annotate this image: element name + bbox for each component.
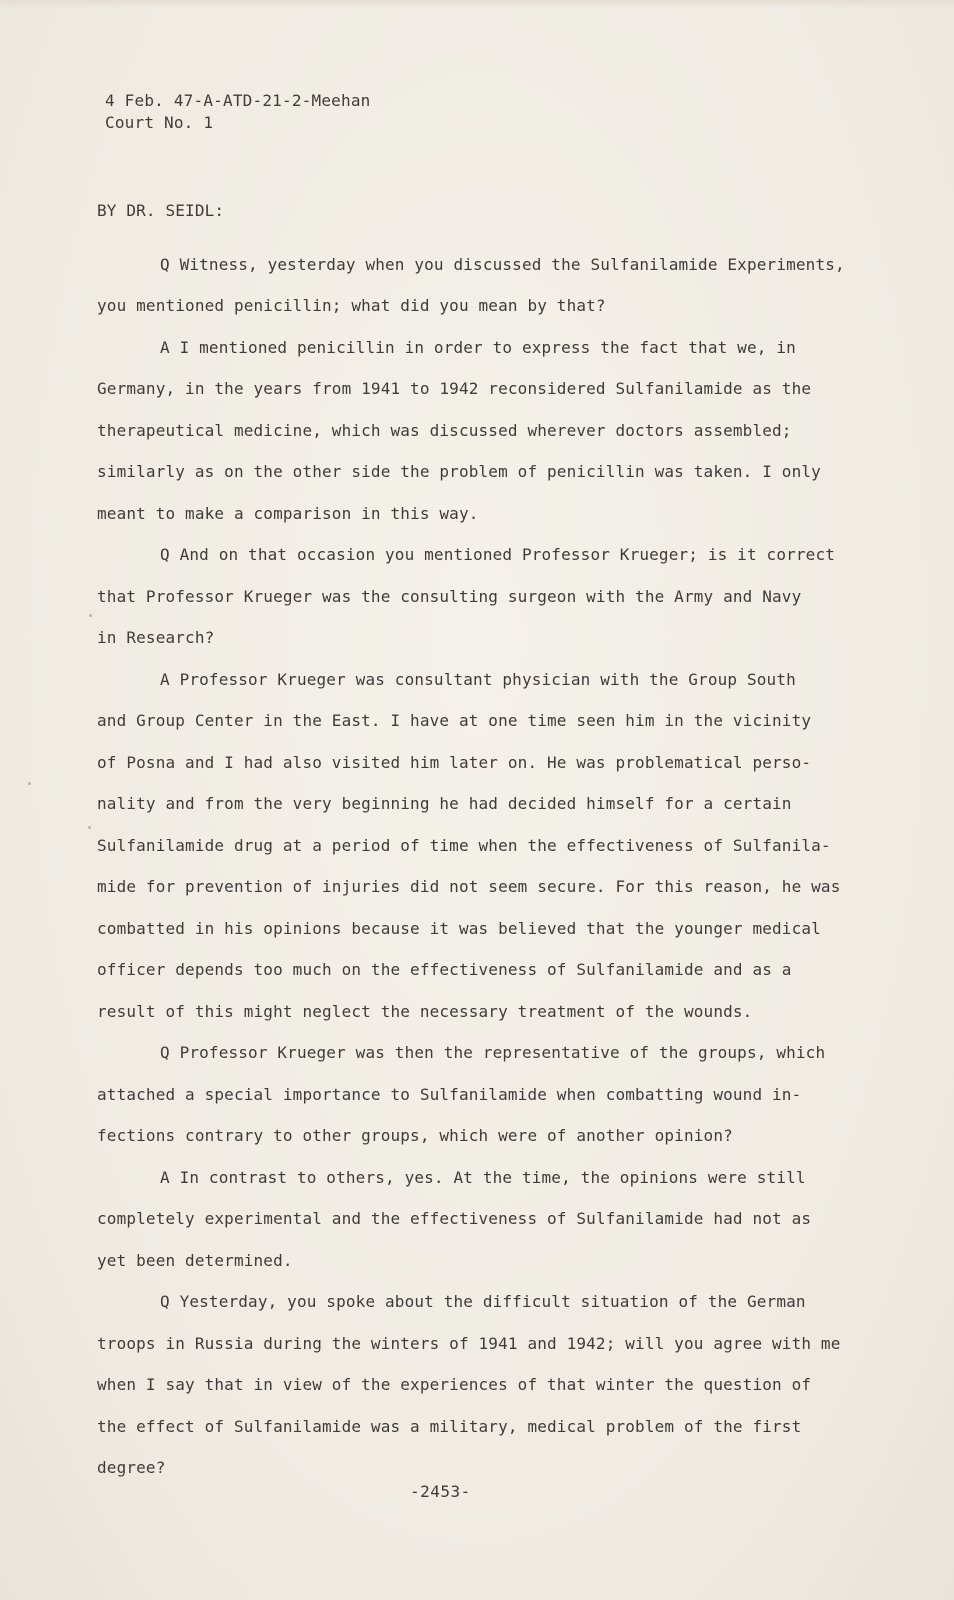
heading-gap: [97, 232, 887, 244]
transcript-line: A Professor Krueger was consultant physician with the Group South: [160, 669, 796, 689]
transcript-line: of Posna and I had also visited him later on. He was problematical perso-: [97, 752, 812, 772]
examiner-heading: BY DR. SEIDL:: [97, 201, 225, 220]
transcript-line: degree?: [97, 1458, 166, 1477]
page-top-edge: [0, 0, 954, 8]
paper-speck: [88, 826, 91, 829]
header-reference: 4 Feb. 47-A-ATD-21-2-Meehan: [105, 91, 371, 110]
transcript-line: that Professor Krueger was the consulting surgeon with the Army and Navy: [97, 586, 802, 606]
transcript-line: Q Witness, yesterday when you discussed the Sulfanilamide Experiments,: [160, 254, 845, 274]
transcript-line: troops in Russia during the winters of 1941 and 1942; will you agree with me: [97, 1333, 841, 1353]
transcript-line: Q Yesterday, you spoke about the difficult situation of the German: [160, 1292, 806, 1311]
transcript-line: yet been determined.: [97, 1250, 293, 1270]
transcript-line: in Research?: [97, 628, 215, 647]
transcript-line: meant to make a comparison in this way.: [97, 503, 479, 523]
transcript-line: Germany, in the years from 1941 to 1942 reconsidered Sulfanilamide as the: [97, 379, 812, 398]
paper-speck: [28, 782, 31, 785]
transcript-line: and Group Center in the East. I have at one time seen him in the vicinity: [97, 711, 812, 730]
page-number: -2453-: [410, 1482, 471, 1501]
transcript-line: officer depends too much on the effectiveness of Sulfanilamide and as a: [97, 960, 792, 979]
transcript-line: attached a special importance to Sulfanilamide when combatting wound in-: [97, 1084, 802, 1104]
transcript-line: you mentioned penicillin; what did you mean by that?: [97, 296, 606, 315]
transcript-line: Q Professor Krueger was then the representative of the groups, which: [160, 1043, 826, 1062]
transcript-line: when I say that in view of the experiences of that winter the question of: [97, 1375, 812, 1394]
transcript-line: result of this might neglect the necessary treatment of the wounds.: [97, 1001, 753, 1021]
transcript-body: [97, 190, 887, 1489]
transcript-line: A I mentioned penicillin in order to express the fact that we, in: [160, 337, 796, 357]
transcript-line: fections contrary to other groups, which were of another opinion?: [97, 1126, 733, 1145]
document-header: [105, 90, 371, 134]
transcript-line: Sulfanilamide drug at a period of time when the effectiveness of Sulfanila-: [97, 835, 831, 855]
transcript-line: Q And on that occasion you mentioned Professor Krueger; is it correct: [160, 545, 836, 564]
transcript-line: completely experimental and the effectiveness of Sulfanilamide had not as: [97, 1209, 812, 1228]
transcript-line: the effect of Sulfanilamide was a military, medical problem of the first: [97, 1416, 802, 1436]
paper-speck: [89, 614, 92, 617]
transcript-line: therapeutical medicine, which was discussed wherever doctors assembled;: [97, 420, 792, 440]
transcript-line: similarly as on the other side the problem of penicillin was taken. I only: [97, 462, 821, 481]
transcript-line: mide for prevention of injuries did not seem secure. For this reason, he was: [97, 877, 841, 896]
transcript-line: nality and from the very beginning he had decided himself for a certain: [97, 794, 792, 813]
transcript-line: A In contrast to others, yes. At the time, the opinions were still: [160, 1167, 806, 1187]
header-court: Court No. 1: [105, 113, 214, 132]
transcript-line: combatted in his opinions because it was believed that the younger medical: [97, 918, 821, 938]
